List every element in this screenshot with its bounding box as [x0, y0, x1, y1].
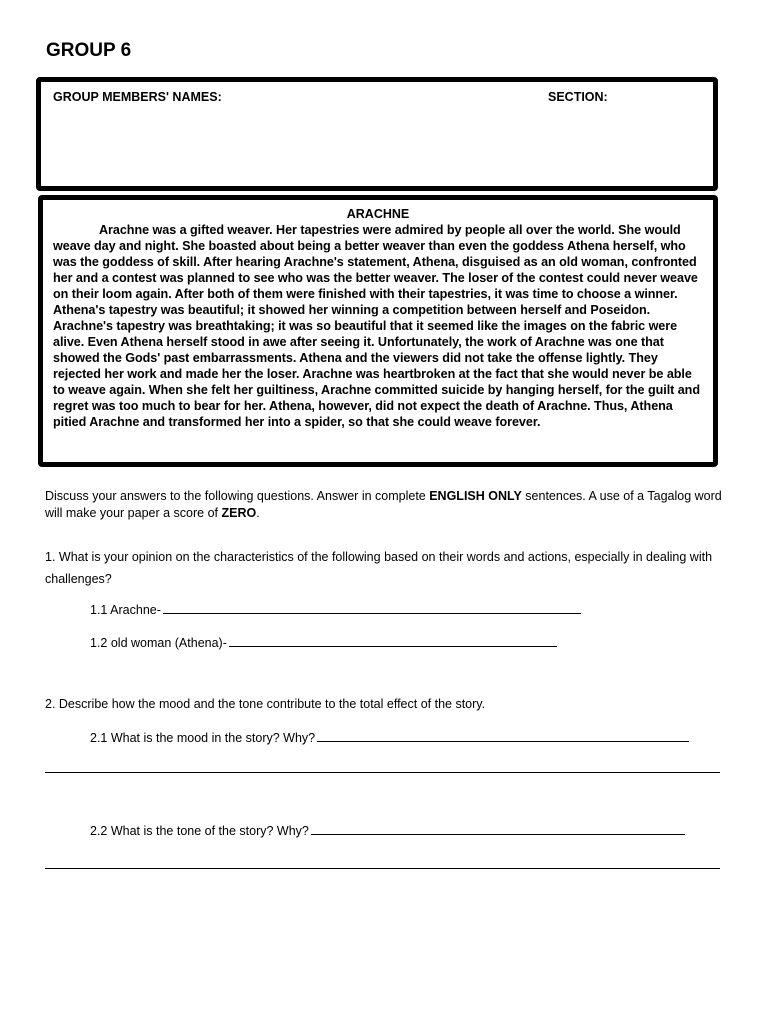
instructions — [45, 488, 725, 522]
story-text: Arachne was a gifted weaver. Her tapestries were admired by people all over the world. She would weave day and night. She boasted about being a better weaver than even the goddess Athena herself, who was the goddess of skill. After hearing Arachne's statement, Athena, disguised as an old woman, confronted her and a contest was planned to see who was the better weaver. The loser of the contest could never weave on their loom again. After both of them were finished with their tapestries, it was time to choose a winner. Athena's tapestry was beautiful; it showed her winning a competition between herself and Poseidon. Arachne's tapestry was breathtaking; it was so beautiful that it seemed like the images on the fabric were alive. Even Athena herself stood in awe after seeing it. Unfortunately, the work of Arachne was one that showed the Gods' past embarrassments. Athena and the viewers did not take the offense lightly. They rejected her work and made her the loser. Arachne was heartbroken at the fact that she would never be able to weave again. When she felt her guiltiness, Arachne committed suicide by hanging herself, for the guilt and regret was too much to bear for her. Athena, however, did not expect the death of Arachne. Thus, Athena pitied Arachne and transformed her into a spider, so that she could weave forever. — [53, 223, 700, 429]
question-1: 1. What is your opinion on the characteristics of the following based on their words and actions, especially in dealing with challenges? — [45, 550, 713, 586]
instructions-text-1: Discuss your answers to the following questions. Answer in complete — [45, 489, 430, 503]
instructions-bold-english-only: ENGLISH ONLY — [429, 489, 522, 503]
group-title: GROUP 6 — [46, 40, 132, 61]
group-members-label: GROUP MEMBERS' NAMES: — [53, 90, 222, 104]
question-1-2-label: 1.2 old woman (Athena)- — [90, 636, 227, 650]
question-2-1-label: 2.1 What is the mood in the story? Why? — [90, 731, 316, 745]
answer-line-1-2[interactable] — [229, 634, 557, 647]
question-2-1 — [90, 729, 689, 746]
question-2: 2. Describe how the mood and the tone contribute to the total effect of the story. — [45, 697, 486, 711]
instructions-text-3: . — [256, 506, 260, 520]
answer-line-2-2[interactable] — [311, 822, 685, 835]
section-label: SECTION: — [548, 90, 608, 104]
group-members-box — [36, 77, 718, 191]
question-1-1 — [90, 601, 581, 618]
question-1-2 — [90, 634, 557, 651]
answer-line-1-1[interactable] — [163, 601, 581, 614]
answer-line-2-1-extra[interactable] — [45, 772, 720, 773]
story-box — [38, 195, 718, 467]
question-1-1-label: 1.1 Arachne- — [90, 603, 161, 617]
question-2-2 — [90, 822, 685, 839]
answer-line-2-2-extra[interactable] — [45, 868, 720, 869]
instructions-text-2: sentences. A use of a Tagalog word will make your paper a score of — [45, 489, 722, 520]
story-title: ARACHNE — [346, 207, 410, 221]
answer-line-2-1[interactable] — [317, 729, 689, 742]
question-2-2-label: 2.2 What is the tone of the story? Why? — [90, 824, 309, 838]
instructions-bold-zero: ZERO — [221, 506, 257, 520]
